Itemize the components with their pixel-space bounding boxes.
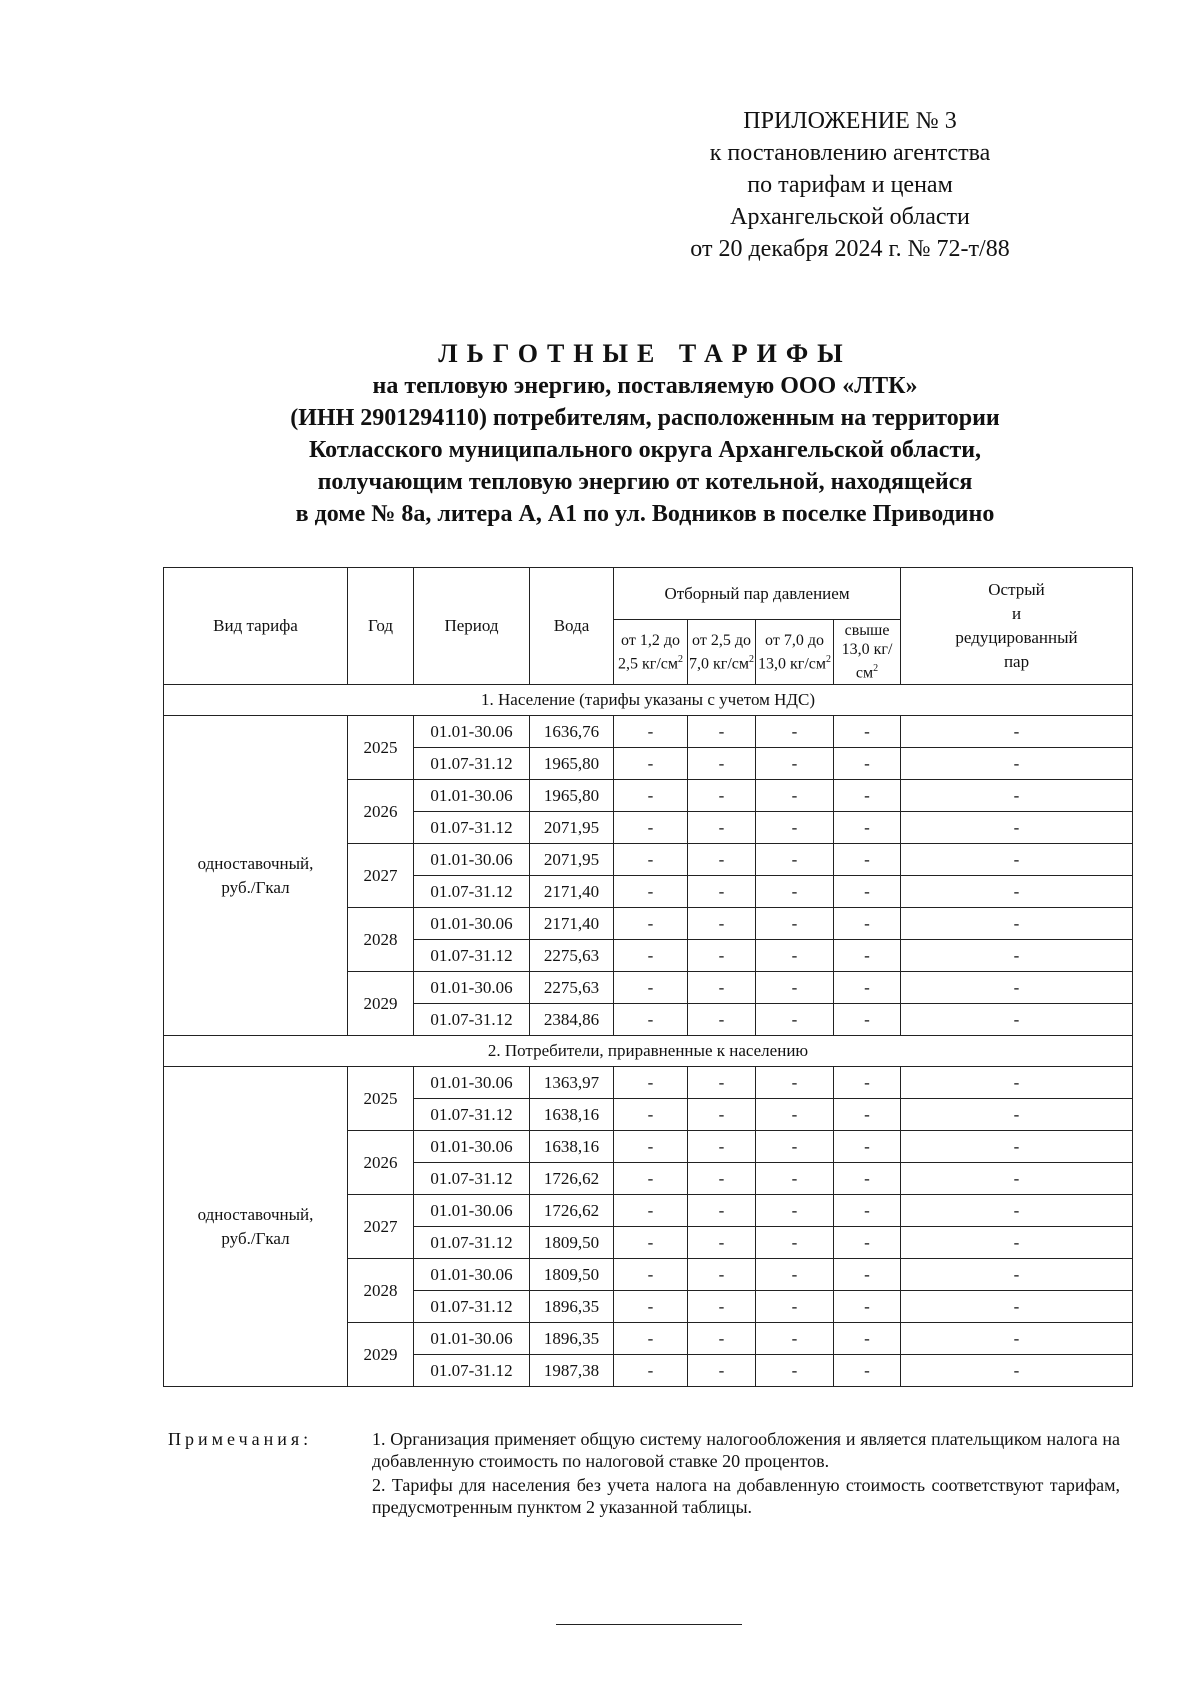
- water-value-cell: 1726,62: [530, 1163, 614, 1195]
- tariff-type-line: одноставочный,: [197, 1204, 314, 1224]
- empty-value-cell: -: [614, 940, 688, 972]
- empty-value-cell: -: [834, 908, 901, 940]
- empty-value-cell: -: [834, 716, 901, 748]
- header-sharp-line: Острый: [988, 580, 1045, 599]
- empty-value-cell: -: [756, 844, 834, 876]
- empty-value-cell: -: [756, 1131, 834, 1163]
- empty-value-cell: -: [614, 1163, 688, 1195]
- water-value-cell: 2171,40: [530, 908, 614, 940]
- sup: 2: [873, 663, 879, 675]
- water-value-cell: 2071,95: [530, 844, 614, 876]
- empty-value-cell: -: [834, 940, 901, 972]
- empty-value-cell: -: [756, 1259, 834, 1291]
- empty-value-cell: -: [901, 1067, 1133, 1099]
- year-cell: 2025: [348, 1067, 414, 1131]
- empty-value-cell: -: [756, 716, 834, 748]
- header-steam-1-text: от 1,2 до 2,5 кг/см: [617, 631, 680, 673]
- empty-value-cell: -: [614, 876, 688, 908]
- period-cell: 01.07-31.12: [414, 812, 530, 844]
- empty-value-cell: -: [614, 1323, 688, 1355]
- empty-value-cell: -: [901, 1323, 1133, 1355]
- water-value-cell: 2275,63: [530, 940, 614, 972]
- signature-line: [556, 1624, 742, 1625]
- tariff-type-cell: [164, 1067, 348, 1387]
- empty-value-cell: -: [901, 1163, 1133, 1195]
- empty-value-cell: -: [688, 940, 756, 972]
- empty-value-cell: -: [901, 940, 1133, 972]
- header-year: Год: [348, 568, 414, 685]
- water-value-cell: 1896,35: [530, 1323, 614, 1355]
- year-cell: 2029: [348, 972, 414, 1036]
- water-value-cell: 1363,97: [530, 1067, 614, 1099]
- sup: 2: [826, 653, 831, 665]
- empty-value-cell: -: [834, 1355, 901, 1387]
- period-cell: 01.07-31.12: [414, 1004, 530, 1036]
- empty-value-cell: -: [901, 1291, 1133, 1323]
- empty-value-cell: -: [614, 1004, 688, 1036]
- empty-value-cell: -: [688, 1259, 756, 1291]
- empty-value-cell: -: [756, 876, 834, 908]
- empty-value-cell: -: [614, 812, 688, 844]
- note-item: 2. Тарифы для населения без учета налога на добавленную стоимость соответствуют тарифам, предусмотренным пунктом 2 указанной таблицы.: [372, 1475, 1120, 1517]
- empty-value-cell: -: [756, 1004, 834, 1036]
- empty-value-cell: -: [756, 1291, 834, 1323]
- empty-value-cell: -: [901, 716, 1133, 748]
- empty-value-cell: -: [688, 972, 756, 1004]
- empty-value-cell: -: [834, 1131, 901, 1163]
- empty-value-cell: -: [834, 1195, 901, 1227]
- header-steam-1: [614, 620, 688, 685]
- header-steam-group: Отборный пар давлением: [614, 568, 901, 620]
- appendix-line: по тарифам и ценам: [747, 172, 953, 198]
- empty-value-cell: -: [688, 1099, 756, 1131]
- empty-value-cell: -: [614, 1355, 688, 1387]
- empty-value-cell: -: [756, 812, 834, 844]
- water-value-cell: 1726,62: [530, 1195, 614, 1227]
- empty-value-cell: -: [688, 1323, 756, 1355]
- empty-value-cell: -: [834, 748, 901, 780]
- water-value-cell: 1965,80: [530, 748, 614, 780]
- year-cell: 2026: [348, 780, 414, 844]
- period-cell: 01.01-30.06: [414, 1323, 530, 1355]
- period-cell: 01.07-31.12: [414, 1227, 530, 1259]
- water-value-cell: 2384,86: [530, 1004, 614, 1036]
- period-cell: 01.01-30.06: [414, 972, 530, 1004]
- empty-value-cell: -: [688, 1195, 756, 1227]
- year-cell: 2026: [348, 1131, 414, 1195]
- water-value-cell: 1638,16: [530, 1099, 614, 1131]
- tariff-table-body: [164, 685, 1133, 1387]
- period-cell: 01.01-30.06: [414, 1259, 530, 1291]
- empty-value-cell: -: [901, 1227, 1133, 1259]
- period-cell: 01.07-31.12: [414, 1163, 530, 1195]
- notes-items: [372, 1428, 1120, 1520]
- year-cell: 2029: [348, 1323, 414, 1387]
- section-title: 2. Потребители, приравненные к населению: [164, 1036, 1133, 1067]
- empty-value-cell: -: [901, 1195, 1133, 1227]
- empty-value-cell: -: [614, 780, 688, 812]
- tariff-type-unit: руб./Гкал: [221, 877, 290, 897]
- period-cell: 01.07-31.12: [414, 1355, 530, 1387]
- empty-value-cell: -: [614, 1131, 688, 1163]
- sup: 2: [678, 653, 683, 665]
- empty-value-cell: -: [834, 1227, 901, 1259]
- empty-value-cell: -: [614, 1099, 688, 1131]
- water-value-cell: 1636,76: [530, 716, 614, 748]
- period-cell: 01.01-30.06: [414, 844, 530, 876]
- empty-value-cell: -: [688, 812, 756, 844]
- header-steam-3: [756, 620, 834, 685]
- note-item: 1. Организация применяет общую систему налогообложения и является плательщиком налога на добавленную стоимость по налоговой ставке 20 процентов.: [372, 1429, 1120, 1471]
- empty-value-cell: -: [688, 1355, 756, 1387]
- water-value-cell: 1638,16: [530, 1131, 614, 1163]
- water-value-cell: 1987,38: [530, 1355, 614, 1387]
- year-cell: 2028: [348, 1259, 414, 1323]
- appendix-title: ПРИЛОЖЕНИЕ № 3: [743, 108, 957, 134]
- empty-value-cell: -: [756, 972, 834, 1004]
- section-row: [164, 685, 1133, 716]
- sup: 2: [749, 653, 754, 665]
- year-cell: 2025: [348, 716, 414, 780]
- header-steam-2-text: от 2,5 до 7,0 кг/см: [688, 631, 751, 673]
- empty-value-cell: -: [756, 1323, 834, 1355]
- empty-value-cell: -: [834, 1291, 901, 1323]
- header-sharp-line: и: [1011, 604, 1022, 623]
- empty-value-cell: -: [614, 1227, 688, 1259]
- empty-value-cell: -: [901, 1131, 1133, 1163]
- empty-value-cell: -: [834, 876, 901, 908]
- empty-value-cell: -: [756, 1355, 834, 1387]
- appendix-line: Архангельской области: [730, 204, 970, 230]
- period-cell: 01.07-31.12: [414, 1291, 530, 1323]
- title-line: на тепловую энергию, поставляемую ООО «ЛТК»: [372, 373, 918, 399]
- appendix-header: [600, 105, 1100, 265]
- empty-value-cell: -: [834, 1004, 901, 1036]
- empty-value-cell: -: [688, 748, 756, 780]
- empty-value-cell: -: [901, 748, 1133, 780]
- title-line: (ИНН 2901294110) потребителям, расположенным на территории: [290, 405, 1000, 431]
- empty-value-cell: -: [756, 940, 834, 972]
- notes-label: Примечания:: [168, 1429, 313, 1449]
- empty-value-cell: -: [901, 1355, 1133, 1387]
- period-cell: 01.01-30.06: [414, 716, 530, 748]
- empty-value-cell: -: [614, 748, 688, 780]
- year-cell: 2027: [348, 844, 414, 908]
- empty-value-cell: -: [756, 1195, 834, 1227]
- period-cell: 01.07-31.12: [414, 748, 530, 780]
- appendix-line: к постановлению агентства: [709, 140, 991, 166]
- year-cell: 2027: [348, 1195, 414, 1259]
- period-cell: 01.01-30.06: [414, 1067, 530, 1099]
- water-value-cell: 2275,63: [530, 972, 614, 1004]
- title-line: в доме № 8а, литера А, А1 по ул. Водников в поселке Приводино: [295, 501, 995, 527]
- header-sharp-line: редуцированный: [955, 628, 1078, 647]
- table-row: [164, 716, 1133, 748]
- empty-value-cell: -: [614, 844, 688, 876]
- empty-value-cell: -: [614, 1195, 688, 1227]
- empty-value-cell: -: [688, 1291, 756, 1323]
- header-sharp-steam: [901, 568, 1133, 685]
- empty-value-cell: -: [756, 780, 834, 812]
- period-cell: 01.07-31.12: [414, 876, 530, 908]
- empty-value-cell: -: [614, 908, 688, 940]
- empty-value-cell: -: [614, 1067, 688, 1099]
- water-value-cell: 1896,35: [530, 1291, 614, 1323]
- empty-value-cell: -: [756, 1067, 834, 1099]
- empty-value-cell: -: [901, 972, 1133, 1004]
- water-value-cell: 2071,95: [530, 812, 614, 844]
- header-steam-3-text: от 7,0 до 13,0 кг/см: [757, 631, 826, 673]
- water-value-cell: 2171,40: [530, 876, 614, 908]
- empty-value-cell: -: [834, 1099, 901, 1131]
- period-cell: 01.01-30.06: [414, 1131, 530, 1163]
- period-cell: 01.01-30.06: [414, 780, 530, 812]
- title-main: ЛЬГОТНЫЕ ТАРИФЫ: [438, 339, 852, 368]
- empty-value-cell: -: [756, 1227, 834, 1259]
- empty-value-cell: -: [756, 748, 834, 780]
- empty-value-cell: -: [901, 844, 1133, 876]
- empty-value-cell: -: [901, 1259, 1133, 1291]
- tariff-type-line: одноставочный,: [197, 853, 314, 873]
- empty-value-cell: -: [901, 1099, 1133, 1131]
- empty-value-cell: -: [834, 1323, 901, 1355]
- header-steam-2: [688, 620, 756, 685]
- empty-value-cell: -: [756, 1163, 834, 1195]
- empty-value-cell: -: [901, 1004, 1133, 1036]
- empty-value-cell: -: [688, 780, 756, 812]
- document-title: [160, 338, 1130, 530]
- empty-value-cell: -: [834, 1067, 901, 1099]
- header-steam-4-text: свыше 13,0 кг/см: [841, 622, 893, 682]
- header-sharp-line: пар: [1003, 652, 1030, 671]
- appendix-date: от 20 декабря 2024 г. № 72-т/88: [690, 236, 1010, 262]
- empty-value-cell: -: [834, 844, 901, 876]
- empty-value-cell: -: [614, 716, 688, 748]
- title-line: Котласского муниципального округа Архангельской области,: [308, 437, 982, 463]
- empty-value-cell: -: [834, 1259, 901, 1291]
- header-water: Вода: [530, 568, 614, 685]
- section-row: [164, 1036, 1133, 1067]
- empty-value-cell: -: [614, 1259, 688, 1291]
- water-value-cell: 1965,80: [530, 780, 614, 812]
- empty-value-cell: -: [756, 908, 834, 940]
- period-cell: 01.07-31.12: [414, 1099, 530, 1131]
- empty-value-cell: -: [834, 972, 901, 1004]
- empty-value-cell: -: [834, 1163, 901, 1195]
- section-title: 1. Население (тарифы указаны с учетом НДС): [164, 685, 1133, 716]
- empty-value-cell: -: [756, 1099, 834, 1131]
- header-period: Период: [414, 568, 530, 685]
- empty-value-cell: -: [614, 972, 688, 1004]
- header-steam-4: [834, 620, 901, 685]
- empty-value-cell: -: [688, 1131, 756, 1163]
- empty-value-cell: -: [688, 716, 756, 748]
- header-tariff-type: Вид тарифа: [164, 568, 348, 685]
- period-cell: 01.01-30.06: [414, 908, 530, 940]
- empty-value-cell: -: [614, 1291, 688, 1323]
- empty-value-cell: -: [688, 844, 756, 876]
- empty-value-cell: -: [688, 1163, 756, 1195]
- tariff-table: [163, 567, 1133, 1387]
- empty-value-cell: -: [901, 812, 1133, 844]
- empty-value-cell: -: [688, 876, 756, 908]
- period-cell: 01.07-31.12: [414, 940, 530, 972]
- year-cell: 2028: [348, 908, 414, 972]
- empty-value-cell: -: [834, 812, 901, 844]
- empty-value-cell: -: [688, 908, 756, 940]
- empty-value-cell: -: [834, 780, 901, 812]
- period-cell: 01.01-30.06: [414, 1195, 530, 1227]
- empty-value-cell: -: [901, 780, 1133, 812]
- water-value-cell: 1809,50: [530, 1259, 614, 1291]
- empty-value-cell: -: [688, 1067, 756, 1099]
- empty-value-cell: -: [688, 1004, 756, 1036]
- empty-value-cell: -: [901, 908, 1133, 940]
- title-line: получающим тепловую энергию от котельной, находящейся: [317, 469, 973, 495]
- tariff-type-cell: [164, 716, 348, 1036]
- tariff-type-unit: руб./Гкал: [221, 1228, 290, 1248]
- empty-value-cell: -: [901, 876, 1133, 908]
- table-row: [164, 1067, 1133, 1099]
- water-value-cell: 1809,50: [530, 1227, 614, 1259]
- empty-value-cell: -: [688, 1227, 756, 1259]
